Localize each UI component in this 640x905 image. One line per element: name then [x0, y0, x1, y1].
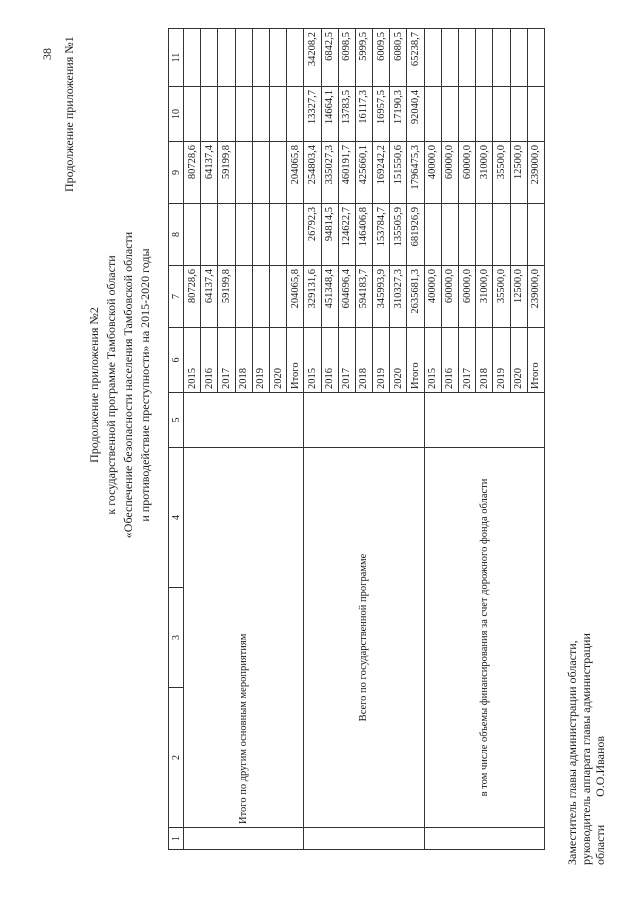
value-cell-c11: 6080,5: [390, 29, 407, 87]
signature-block: [565, 633, 607, 865]
year-cell: 2018: [476, 328, 493, 393]
signature-region: области: [593, 824, 607, 865]
value-cell-c11: [201, 29, 218, 87]
value-cell-c10: [476, 87, 493, 142]
appendix-header-line: «Обеспечение безопасности населения Тамбовской области: [121, 231, 135, 539]
table-row: [304, 29, 321, 850]
value-cell-c10: [441, 87, 458, 142]
cell-col1: [304, 828, 424, 850]
value-cell-c7: 40000,0: [424, 266, 441, 328]
column-header: 4: [169, 448, 184, 588]
value-cell-c8: [441, 204, 458, 266]
value-cell-c10: 13783,5: [338, 87, 355, 142]
value-cell-c7: [269, 266, 286, 328]
value-cell-c11: [287, 29, 304, 87]
year-cell: 2017: [218, 328, 235, 393]
year-cell: 2019: [252, 328, 269, 393]
value-cell-c11: [252, 29, 269, 87]
value-cell-c7: 31000,0: [476, 266, 493, 328]
column-header: 6: [169, 328, 184, 393]
value-cell-c11: 6009,5: [373, 29, 390, 87]
value-cell-c9: 60000,0: [441, 142, 458, 204]
value-cell-c7: 594183,7: [355, 266, 372, 328]
value-cell-c7: 12500,0: [510, 266, 527, 328]
year-cell: 2018: [235, 328, 252, 393]
value-cell-c10: 92040,4: [407, 87, 424, 142]
value-cell-c8: 153784,7: [373, 204, 390, 266]
value-cell-c9: 31000,0: [476, 142, 493, 204]
value-cell-c8: 26792,3: [304, 204, 321, 266]
value-cell-c11: [235, 29, 252, 87]
value-cell-c9: 254803,4: [304, 142, 321, 204]
column-header: 7: [169, 266, 184, 328]
column-header: 10: [169, 87, 184, 142]
value-cell-c9: 80728,6: [184, 142, 201, 204]
column-header: 3: [169, 588, 184, 688]
group-label: Итого по другим основным мероприятиям: [184, 448, 304, 828]
continuation-title: Продолжение приложения №1: [62, 36, 76, 192]
value-cell-c7: 60000,0: [459, 266, 476, 328]
value-cell-c10: [252, 87, 269, 142]
value-cell-c9: 460191,7: [338, 142, 355, 204]
value-cell-c7: 80728,6: [184, 266, 201, 328]
value-cell-c11: [424, 29, 441, 87]
year-cell: 2016: [201, 328, 218, 393]
value-cell-c10: 17190,3: [390, 87, 407, 142]
value-cell-c11: [441, 29, 458, 87]
value-cell-c11: [269, 29, 286, 87]
year-cell: 2016: [441, 328, 458, 393]
value-cell-c11: [184, 29, 201, 87]
value-cell-c10: 13327,7: [304, 87, 321, 142]
table-row: [184, 29, 201, 850]
value-cell-c10: [459, 87, 476, 142]
value-cell-c7: 451348,4: [321, 266, 338, 328]
value-cell-c11: [527, 29, 544, 87]
value-cell-c9: 35500,0: [493, 142, 510, 204]
value-cell-c9: 64137,4: [201, 142, 218, 204]
value-cell-c9: 40000,0: [424, 142, 441, 204]
appendix-header-line: к государственной программе Тамбовской области: [104, 255, 118, 515]
table-body: [184, 29, 545, 850]
value-cell-c8: [252, 204, 269, 266]
value-cell-c8: [184, 204, 201, 266]
signature-line: руководитель аппарата главы администрации: [579, 633, 593, 865]
value-cell-c9: 335027,3: [321, 142, 338, 204]
value-cell-c10: [424, 87, 441, 142]
value-cell-c7: [252, 266, 269, 328]
value-cell-c11: [510, 29, 527, 87]
cell-col5: [184, 393, 304, 448]
value-cell-c7: 59199,8: [218, 266, 235, 328]
value-cell-c10: [527, 87, 544, 142]
value-cell-c8: [476, 204, 493, 266]
appendix-header-line: Продолжение приложения №2: [87, 307, 101, 463]
value-cell-c9: 151550,6: [390, 142, 407, 204]
column-header: 2: [169, 688, 184, 828]
value-cell-c7: 60000,0: [441, 266, 458, 328]
financing-table: [168, 28, 545, 850]
group-label: в том числе объемы финансирования за счет дорожного фонда области: [424, 448, 544, 828]
value-cell-c9: 60000,0: [459, 142, 476, 204]
value-cell-c8: [287, 204, 304, 266]
value-cell-c11: 65238,7: [407, 29, 424, 87]
column-header: 5: [169, 393, 184, 448]
value-cell-c7: 64137,4: [201, 266, 218, 328]
value-cell-c9: 169242,2: [373, 142, 390, 204]
value-cell-c11: 6842,5: [321, 29, 338, 87]
value-cell-c7: 2635681,3: [407, 266, 424, 328]
cell-col5: [424, 393, 544, 448]
value-cell-c10: [493, 87, 510, 142]
value-cell-c7: 35500,0: [493, 266, 510, 328]
value-cell-c9: 204065,8: [287, 142, 304, 204]
value-cell-c8: [201, 204, 218, 266]
value-cell-c9: [252, 142, 269, 204]
value-cell-c7: 604696,4: [338, 266, 355, 328]
cell-col5: [304, 393, 424, 448]
value-cell-c9: [235, 142, 252, 204]
value-cell-c10: 16117,3: [355, 87, 372, 142]
year-cell: 2015: [184, 328, 201, 393]
value-cell-c8: 94814,5: [321, 204, 338, 266]
appendix-header: [86, 0, 154, 785]
value-cell-c8: [218, 204, 235, 266]
year-cell: 2015: [304, 328, 321, 393]
appendix-header-line: и противодействие преступности» на 2015-2020 годы: [138, 248, 152, 522]
year-cell: 2016: [321, 328, 338, 393]
cell-col1: [424, 828, 544, 850]
value-cell-c8: 681926,9: [407, 204, 424, 266]
value-cell-c11: [493, 29, 510, 87]
signer-name: О.О.Иванов: [593, 735, 607, 797]
value-cell-c10: [184, 87, 201, 142]
year-cell: 2017: [338, 328, 355, 393]
column-header: 8: [169, 204, 184, 266]
value-cell-c10: [218, 87, 235, 142]
year-cell: 2019: [493, 328, 510, 393]
value-cell-c7: 310327,3: [390, 266, 407, 328]
value-cell-c10: 14664,1: [321, 87, 338, 142]
value-cell-c10: [287, 87, 304, 142]
value-cell-c8: 124622,7: [338, 204, 355, 266]
value-cell-c9: 12500,0: [510, 142, 527, 204]
value-cell-c11: [476, 29, 493, 87]
value-cell-c11: 5999,5: [355, 29, 372, 87]
year-cell: 2020: [390, 328, 407, 393]
value-cell-c7: [235, 266, 252, 328]
value-cell-c8: 135505,9: [390, 204, 407, 266]
year-cell: 2019: [373, 328, 390, 393]
year-cell: 2020: [510, 328, 527, 393]
value-cell-c9: 239000,0: [527, 142, 544, 204]
value-cell-c10: [201, 87, 218, 142]
value-cell-c8: 146406,8: [355, 204, 372, 266]
value-cell-c7: 329131,6: [304, 266, 321, 328]
value-cell-c8: [269, 204, 286, 266]
value-cell-c7: 345993,9: [373, 266, 390, 328]
value-cell-c11: 34208,2: [304, 29, 321, 87]
value-cell-c8: [459, 204, 476, 266]
value-cell-c9: 425660,1: [355, 142, 372, 204]
year-cell: Итого: [287, 328, 304, 393]
column-header: 1: [169, 828, 184, 850]
value-cell-c10: [510, 87, 527, 142]
year-cell: Итого: [527, 328, 544, 393]
value-cell-c8: [493, 204, 510, 266]
value-cell-c7: 204065,8: [287, 266, 304, 328]
year-cell: 2017: [459, 328, 476, 393]
cell-col1: [184, 828, 304, 850]
year-cell: 2015: [424, 328, 441, 393]
page-number: 38: [40, 48, 54, 60]
value-cell-c9: 1796475,3: [407, 142, 424, 204]
year-cell: 2018: [355, 328, 372, 393]
value-cell-c10: [235, 87, 252, 142]
value-cell-c11: [459, 29, 476, 87]
group-label: Всего по государственной программе: [304, 448, 424, 828]
value-cell-c10: 16957,5: [373, 87, 390, 142]
signature-line: [593, 633, 607, 865]
year-cell: 2020: [269, 328, 286, 393]
value-cell-c8: [510, 204, 527, 266]
value-cell-c9: 59199,8: [218, 142, 235, 204]
column-number-row: [169, 29, 184, 850]
column-header: 11: [169, 29, 184, 87]
value-cell-c11: [218, 29, 235, 87]
value-cell-c9: [269, 142, 286, 204]
value-cell-c8: [424, 204, 441, 266]
value-cell-c7: 239000,0: [527, 266, 544, 328]
value-cell-c10: [269, 87, 286, 142]
value-cell-c8: [235, 204, 252, 266]
table-row: [424, 29, 441, 850]
value-cell-c11: 6098,5: [338, 29, 355, 87]
year-cell: Итого: [407, 328, 424, 393]
value-cell-c8: [527, 204, 544, 266]
signature-line: Заместитель главы администрации области,: [565, 640, 579, 865]
column-header: 9: [169, 142, 184, 204]
